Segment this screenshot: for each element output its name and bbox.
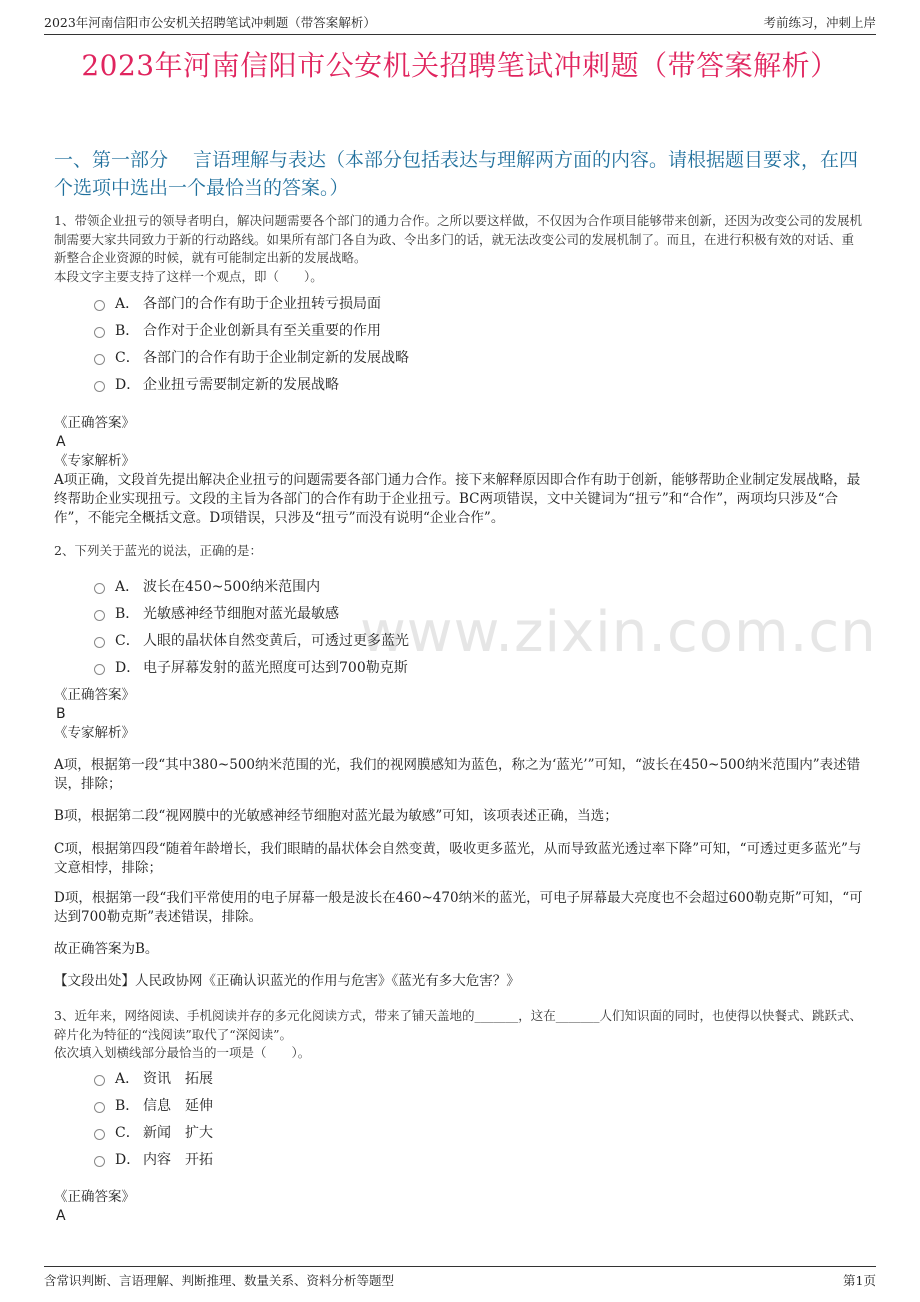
radio-icon[interactable] (94, 1075, 105, 1086)
answer-value: A (56, 434, 66, 450)
page-header (44, 10, 876, 35)
q2-option-c[interactable]: C． 人眼的晶状体自然变黄后，可透过更多蓝光 (94, 626, 794, 653)
question-2-analysis-b (54, 807, 866, 826)
page-number: 第1页 (843, 1273, 876, 1288)
analysis-paragraph: B项，根据第二段“视网膜中的光敏感神经节细胞对蓝光最为敏感”可知，该项表述正确，当选； (54, 808, 618, 824)
q2-option-d[interactable]: D． 电子屏幕发射的蓝光照度可达到700勒克斯 (94, 653, 794, 680)
q1-option-d[interactable]: D． 企业扭亏需要制定新的发展战略 (94, 370, 794, 397)
radio-icon[interactable] (94, 610, 105, 621)
radio-icon[interactable] (94, 1156, 105, 1167)
question-2-analysis-c (54, 840, 866, 878)
radio-icon[interactable] (94, 300, 105, 311)
question-2-options (94, 572, 794, 680)
watermark: www.zixin.com.cn (360, 600, 877, 665)
radio-icon[interactable] (94, 664, 105, 675)
radio-icon[interactable] (94, 381, 105, 392)
question-3-stem: 3、近年来，网络阅读、手机阅读并存的多元化阅读方式，带来了铺天盖地的_______，这在_______人们知识面的同时，也使得以快餐式、跳跃式、碎片化为特征的“浅阅读”取代了“深阅读”。 (54, 1008, 862, 1042)
analysis-text: A项正确，文段首先提出解决企业扭亏的问题需要各部门通力合作。接下来解释原因即合作有助于创新，能够帮助企业制定发展战略，最终帮助企业实现扭亏。文段的主旨为各部门的合作有助于企业扭亏。BC两项错误，文中关键词为“扭亏”和“合作”，两项均只涉及“合作”，不能完全概括文意。D项错误，只涉及“扭亏”而没有说明“企业合作”。 (54, 472, 861, 526)
question-3-answer-block (54, 1188, 866, 1226)
analysis-paragraph: D项，根据第一段“我们平常使用的电子屏幕一般是波长在460~470纳米的蓝光，可电子屏幕最大亮度也不会超过600勒克斯”可知，“可达到700勒克斯”表述错误，排除。 (54, 890, 863, 925)
radio-icon[interactable] (94, 1102, 105, 1113)
question-2-analysis-d (54, 889, 866, 927)
question-2-answer-block (54, 686, 866, 743)
question-1-answer-block (54, 414, 866, 528)
radio-icon[interactable] (94, 637, 105, 648)
question-2-stem: 2、下列关于蓝光的说法，正确的是： (54, 543, 262, 558)
page-footer (44, 1266, 876, 1291)
answer-label: 《正确答案》 (54, 1189, 135, 1205)
footer-description: 含常识判断、言语理解、判断推理、数量关系、资料分析等题型 (44, 1273, 395, 1288)
question-2-conclusion (54, 940, 866, 959)
radio-icon[interactable] (94, 1129, 105, 1140)
source-text: 人民政协网《正确认识蓝光的作用与危害》《蓝光有多大危害？》 (135, 973, 520, 989)
question-3-options (94, 1064, 794, 1172)
q1-option-a[interactable]: A． 各部门的合作有助于企业扭转亏损局面 (94, 289, 794, 316)
radio-icon[interactable] (94, 583, 105, 594)
source-label: 【文段出处】 (54, 973, 135, 989)
analysis-paragraph: 故正确答案为B。 (54, 941, 159, 957)
header-slogan: 考前练习，冲刺上岸 (763, 15, 876, 30)
question-1 (54, 212, 866, 286)
q3-option-b[interactable]: B． 信息 延伸 (94, 1091, 794, 1118)
q3-option-d[interactable]: D． 内容 开拓 (94, 1145, 794, 1172)
q3-option-c[interactable]: C． 新闻 扩大 (94, 1118, 794, 1145)
q3-option-a[interactable]: A． 资讯 拓展 (94, 1064, 794, 1091)
answer-label: 《正确答案》 (54, 687, 135, 703)
analysis-paragraph: C项，根据第四段“随着年龄增长，我们眼睛的晶状体会自然变黄，吸收更多蓝光，从而导致蓝光透过率下降”可知，“可透过更多蓝光”与文意相悖，排除； (54, 841, 862, 876)
analysis-paragraph: A项，根据第一段“其中380~500纳米范围的光，我们的视网膜感知为蓝色，称之为‘蓝光’”可知，“波长在450~500纳米范围内”表述错误，排除； (54, 757, 861, 792)
header-doc-title: 2023年河南信阳市公安机关招聘笔试冲刺题（带答案解析） (44, 15, 376, 30)
q2-option-a[interactable]: A． 波长在450~500纳米范围内 (94, 572, 794, 599)
q2-option-b[interactable]: B． 光敏感神经节细胞对蓝光最敏感 (94, 599, 794, 626)
question-1-stem: 1、带领企业扭亏的领导者明白，解决问题需要各个部门的通力合作。之所以要这样做，不仅因为合作项目能够带来创新，还因为改变公司的发展机制需要大家共同致力于新的行动路线。如果所有部门各自为政、令出多门的话，就无法改变公司的发展机制了。而且，在进行积极有效的对话、重新整合企业资源的时候，就有可能制定出新的发展战略。 (54, 213, 862, 265)
question-1-ask: 本段文字主要支持了这样一个观点，即（ ）。 (54, 268, 323, 284)
radio-icon[interactable] (94, 327, 105, 338)
question-2 (54, 542, 866, 561)
answer-value: A (56, 1208, 66, 1224)
question-3 (54, 1007, 866, 1063)
page-title: 2023年河南信阳市公安机关招聘笔试冲刺题（带答案解析） (81, 49, 839, 82)
answer-label: 《正确答案》 (54, 415, 135, 431)
analysis-label: 《专家解析》 (54, 453, 135, 469)
section-heading: 一、第一部分 言语理解与表达（本部分包括表达与理解两方面的内容。请根据题目要求，在四个选项中选出一个最恰当的答案。） (54, 149, 859, 199)
q1-option-c[interactable]: C． 各部门的合作有助于企业制定新的发展战略 (94, 343, 794, 370)
question-2-source (54, 972, 866, 991)
question-3-ask: 依次填入划横线部分最恰当的一项是（ ）。 (54, 1045, 311, 1060)
radio-icon[interactable] (94, 354, 105, 365)
q1-option-b[interactable]: B． 合作对于企业创新具有至关重要的作用 (94, 316, 794, 343)
question-1-options (94, 289, 794, 397)
answer-value: B (56, 706, 66, 722)
analysis-label: 《专家解析》 (54, 725, 135, 741)
question-2-analysis (54, 756, 866, 794)
